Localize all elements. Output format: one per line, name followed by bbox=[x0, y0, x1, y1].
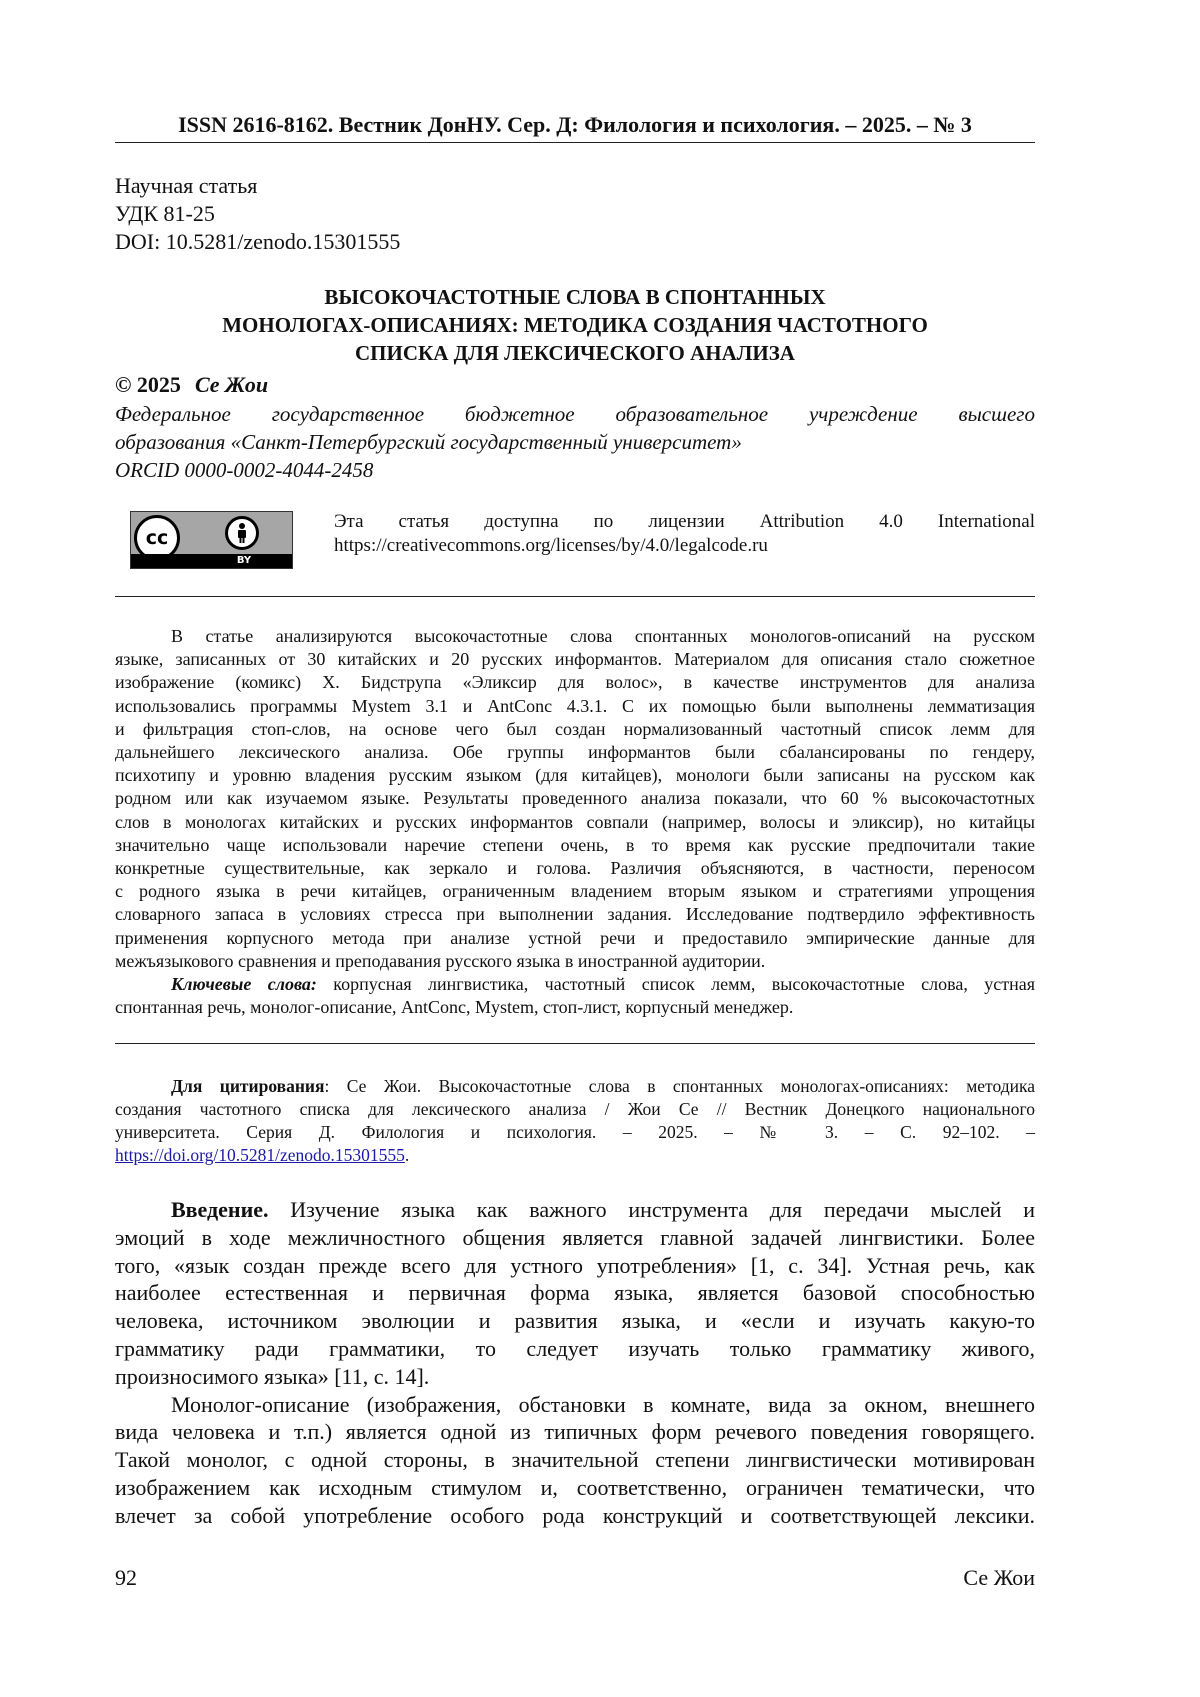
title-line: СПИСКА ДЛЯ ЛЕКСИЧЕСКОГО АНАЛИЗА bbox=[355, 341, 795, 365]
article-type: Научная статья bbox=[115, 173, 258, 198]
affiliation-line: образования «Санкт-Петербургский государственный университет» bbox=[115, 430, 742, 454]
abstract-line: словарного запаса в условиях стресса при выполнении задания. Исследование подтвердило эффективность bbox=[115, 904, 1035, 925]
page-number: 92 bbox=[115, 1565, 137, 1590]
abstract-line: изображение (комикс) Х. Бидструпа «Эликсир для волос», в качестве инструментов для анализа bbox=[115, 672, 1035, 693]
title-line: ВЫСОКОЧАСТОТНЫЕ СЛОВА В СПОНТАННЫХ bbox=[324, 285, 826, 309]
abstract-line: дальнейшего лексического анализа. Обе группы информантов были сбалансированы по гендеру, bbox=[115, 742, 1035, 763]
citation-end: . bbox=[404, 1145, 410, 1165]
keywords-text: корпусная лингвистика, частотный список лемм, высокочастотные слова, устная bbox=[316, 974, 1035, 995]
cc-by-badge[interactable] bbox=[130, 511, 293, 569]
divider bbox=[115, 1043, 1035, 1044]
license-url[interactable]: https://creativecommons.org/licenses/by/4.0/legalcode.ru bbox=[334, 535, 768, 556]
body-line: изображением как исходным стимулом и, соответственно, ограничен тематически, что bbox=[115, 1474, 1035, 1500]
abstract-line: В статье анализируются высокочастотные слова спонтанных монологов-описаний на русском bbox=[171, 626, 1035, 646]
body-line: произносимого языка» [11, с. 14]. bbox=[115, 1363, 430, 1389]
abstract-line: межъязыкового сравнения и преподавания русского языка в иностранной аудитории. bbox=[115, 950, 766, 971]
body-line: влечет за собой употребление особого рода конструкций и соответствующей лексики. bbox=[115, 1502, 1035, 1528]
body-text bbox=[115, 1196, 1035, 1530]
udc-code: УДК 81-25 bbox=[115, 201, 215, 226]
body-line: того, «язык создан прежде всего для устного употребления» [1, с. 34]. Устная речь, как bbox=[115, 1252, 1035, 1278]
body-line: вида человека и т.п.) является одной из типичных форм речевого поведения говорящего. bbox=[115, 1419, 1035, 1445]
abstract-line: с родного языка в речи китайцев, ограниченным владением вторым языком и стратегиями упрощения bbox=[115, 881, 1035, 902]
divider bbox=[115, 596, 1035, 597]
intro-label: Введение. bbox=[171, 1197, 269, 1222]
orcid: ORCID 0000-0002-4044-2458 bbox=[115, 458, 374, 482]
author-line bbox=[115, 372, 268, 398]
citation-line: создания частотного списка для лексического анализа / Жои Се // Вестник Донецкого национального bbox=[115, 1099, 1035, 1119]
abstract-line: родном или как изучаемом языке. Результаты проведенного анализа показали, что 60 % высокочастотных bbox=[115, 788, 1035, 809]
body-line: наиболее естественная и первичная форма языка, является базовой способностью bbox=[115, 1280, 1035, 1306]
citation-line bbox=[115, 1144, 1035, 1167]
keywords-label: Ключевые слова: bbox=[171, 974, 317, 995]
abstract-line: психотипу и уровню владения русским языком (для китайцев), монологи были записаны на русском как bbox=[115, 765, 1035, 786]
body-line: грамматику ради грамматики, то следует изучать только грамматику живого, bbox=[115, 1335, 1035, 1361]
footer-author: Се Жои bbox=[963, 1565, 1035, 1590]
citation-text: : Се Жои. Высокочастотные слова в спонтанных монологах-описаниях: методика bbox=[324, 1076, 1035, 1096]
citation-line: университета. Серия Д. Филология и психология. – 2025. – № 3. – С. 92–102. – bbox=[115, 1122, 1035, 1142]
abstract-line: конкретные существительные, как зеркало и голова. Различия объясняются, в частности, переносом bbox=[115, 858, 1035, 879]
citation bbox=[115, 1075, 1035, 1167]
body-line: человека, источником эволюции и развития языка, и «если и изучать какую-то bbox=[115, 1308, 1035, 1334]
body-line: Такой монолог, с одной стороны, в значительной степени лингвистически мотивирован bbox=[115, 1447, 1035, 1473]
abstract-line: и фильтрация стоп-слов, на основе чего был создан нормализованный частотный список лемм для bbox=[115, 718, 1035, 739]
article-title bbox=[115, 283, 1035, 367]
body-line bbox=[115, 1196, 1035, 1224]
abstract bbox=[115, 625, 1035, 1019]
abstract-line: языке, записанных от 30 китайских и 20 русских информантов. Материалом для описания стало сюжетное bbox=[115, 649, 1035, 670]
journal-header: ISSN 2616-8162. Вестник ДонНУ. Сер. Д: Филология и психология. – 2025. – № 3 bbox=[115, 112, 1035, 143]
copyright: © 2025 bbox=[115, 372, 181, 397]
affiliation bbox=[115, 400, 1035, 484]
affiliation-line: Федеральное государственное бюджетное образовательное учреждение высшего bbox=[115, 402, 1035, 426]
attribution-person-icon bbox=[225, 516, 259, 550]
citation-label: Для цитирования bbox=[171, 1076, 325, 1096]
title-line: МОНОЛОГАХ-ОПИСАНИЯХ: МЕТОДИКА СОЗДАНИЯ ЧАСТОТНОГО bbox=[222, 313, 928, 337]
badge-strip bbox=[131, 554, 292, 568]
doi: DOI: 10.5281/zenodo.15301555 bbox=[115, 229, 401, 254]
author-name: Се Жои bbox=[194, 372, 269, 397]
keywords-line bbox=[115, 973, 1035, 996]
abstract-line: слов в монологах китайских и русских информантов совпали (например, волосы и эликсир), но китайцы bbox=[115, 811, 1035, 832]
body-line: Монолог-описание (изображения, обстановки в комнате, вида за окном, внешнего bbox=[171, 1391, 1035, 1417]
abstract-line: использовались программы Mystem 3.1 и AntConc 4.3.1. С их помощью были выполнены лемматизация bbox=[115, 695, 1035, 716]
abstract-line: применения корпусного метода при анализе устной речи и предоставило эмпирические данные для bbox=[115, 927, 1035, 948]
license-notice bbox=[334, 510, 1035, 558]
body-line: эмоций в ходе межличностного общения является главной задачей лингвистики. Более bbox=[115, 1224, 1035, 1250]
article-meta bbox=[115, 172, 400, 256]
doi-link[interactable]: https://doi.org/10.5281/zenodo.15301555 bbox=[115, 1145, 405, 1165]
abstract-line: значительно чаще использовали наречие степени очень, в то время как русские предпочитали такие bbox=[115, 834, 1035, 855]
cc-icon: cc bbox=[134, 515, 180, 561]
license-text: Эта статья доступна по лицензии Attribution 4.0 International bbox=[334, 511, 1035, 532]
by-label: BY bbox=[236, 555, 252, 566]
citation-line bbox=[115, 1075, 1035, 1098]
body-text-span: Изучение языка как важного инструмента для передачи мыслей и bbox=[268, 1197, 1035, 1222]
keywords-line: спонтанная речь, монолог-описание, AntConc, Mystem, стоп-лист, корпусный менеджер. bbox=[115, 997, 794, 1018]
